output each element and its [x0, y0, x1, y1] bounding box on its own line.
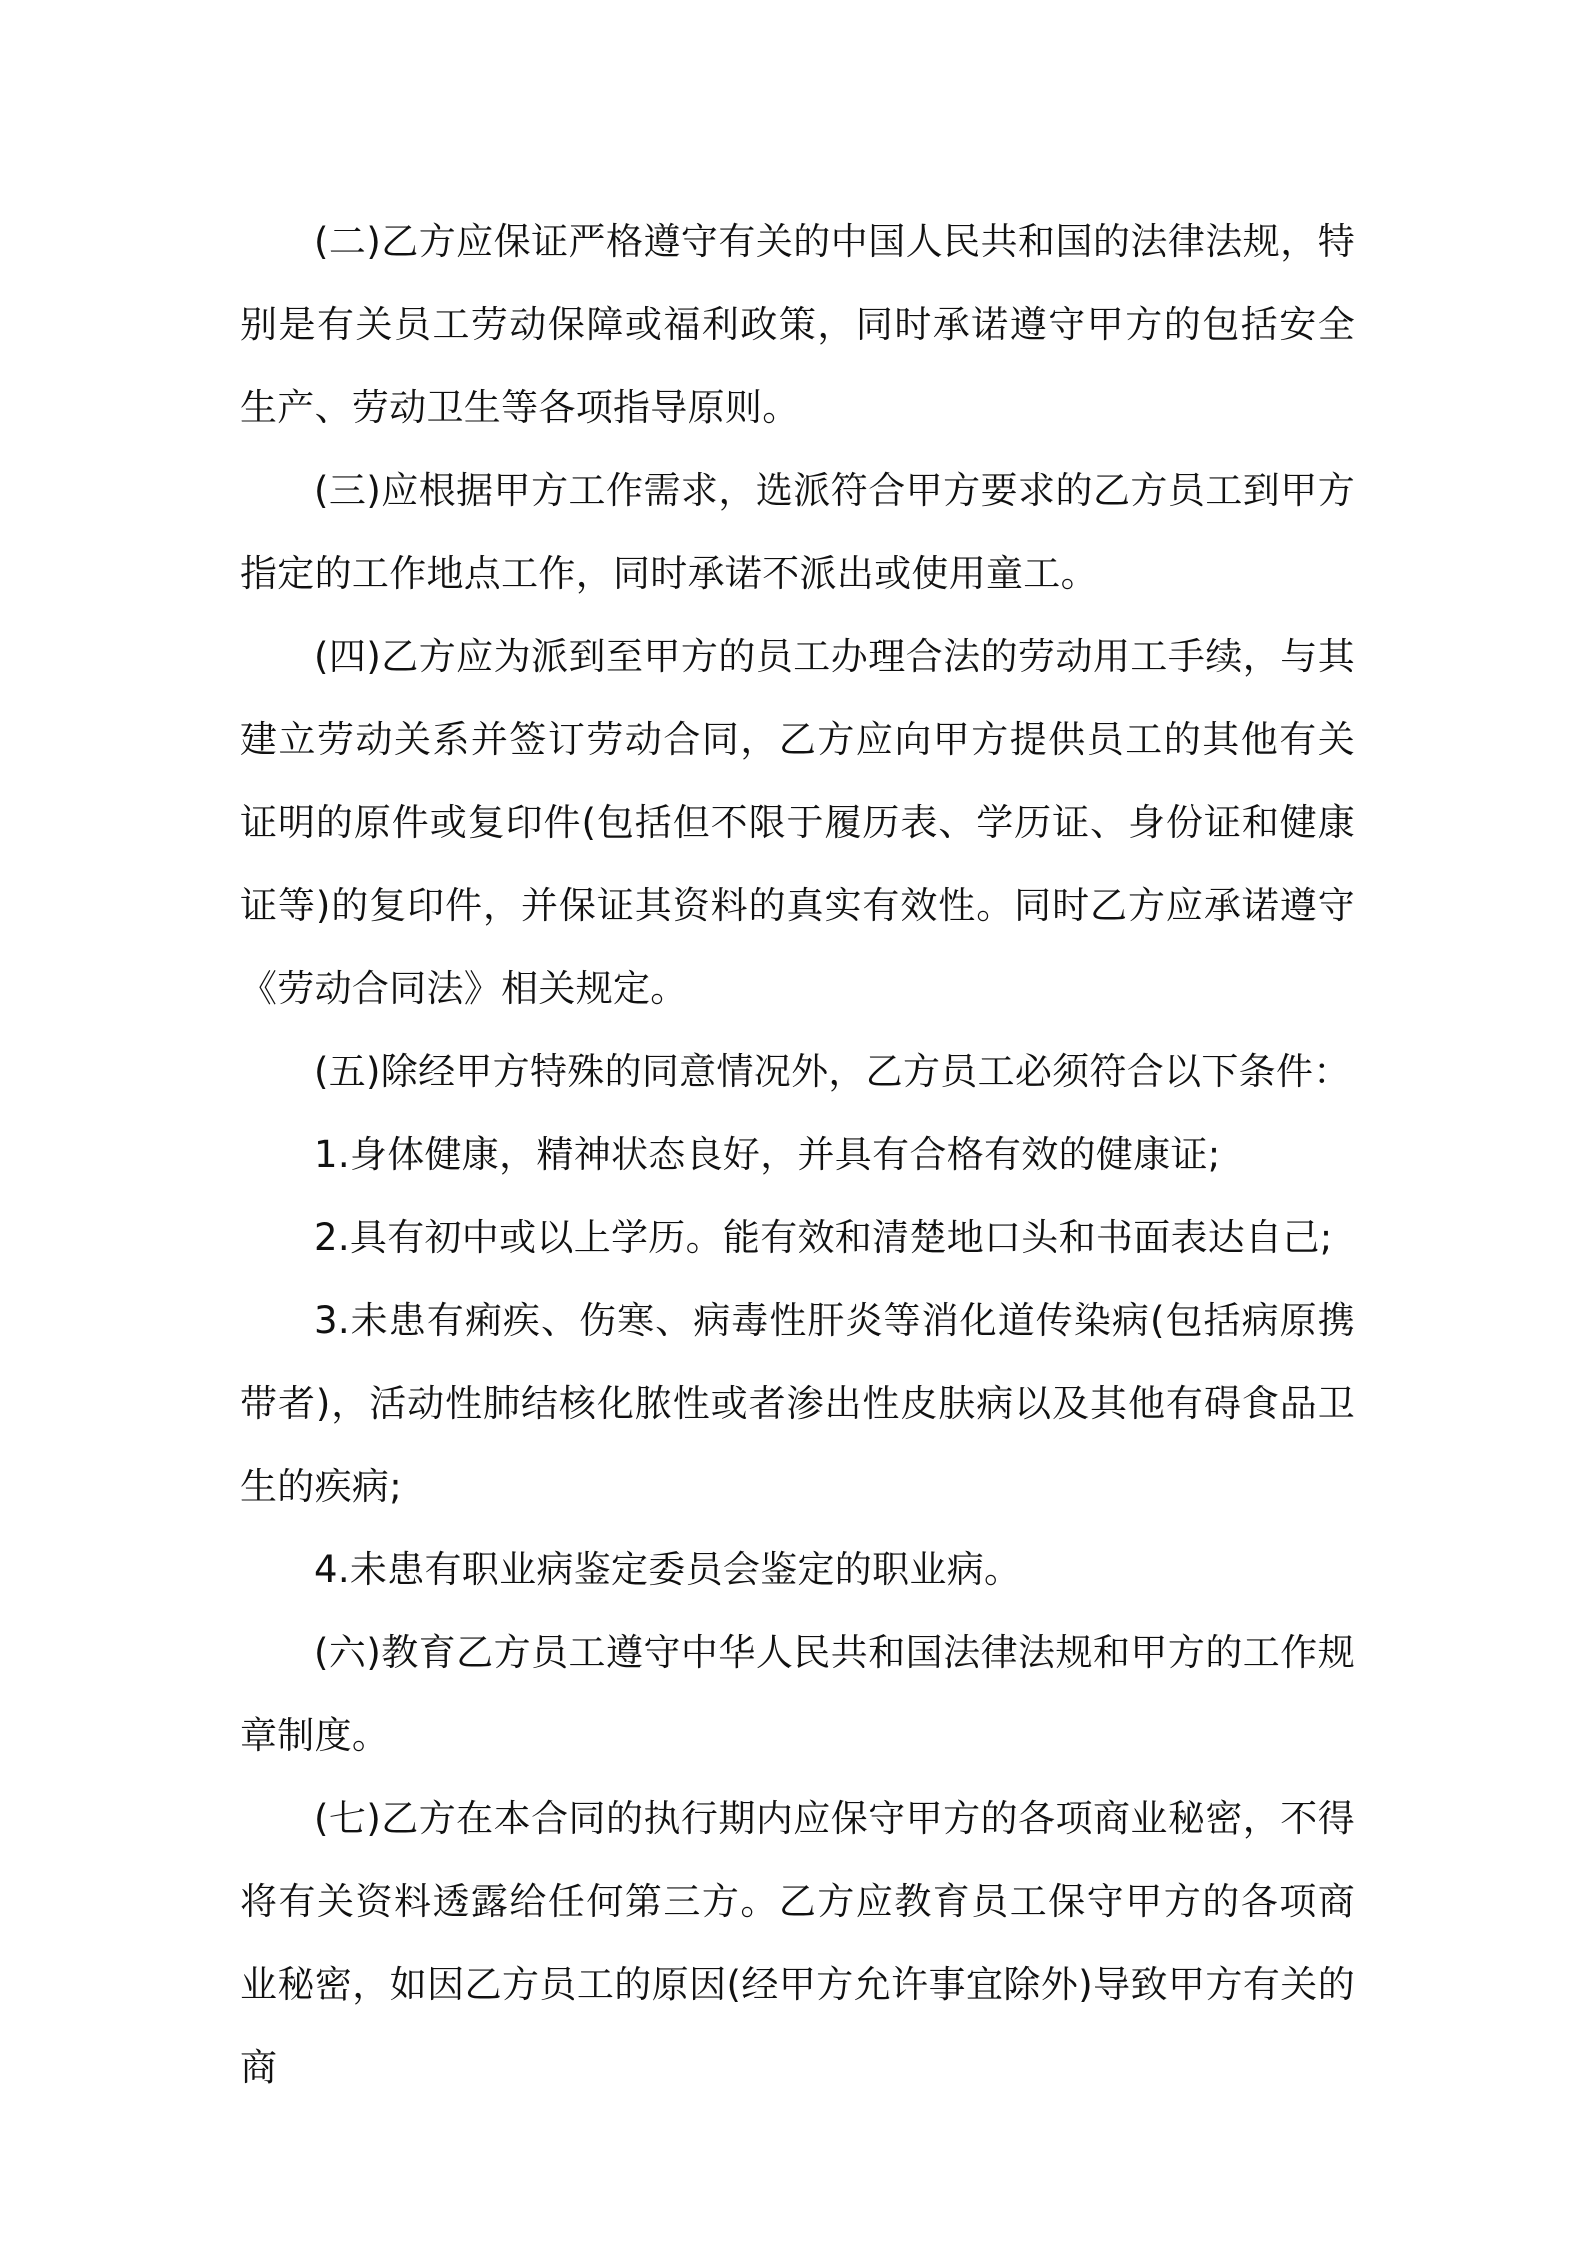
list-item-condition-1: 1.身体健康，精神状态良好，并具有合格有效的健康证; [314, 1133, 1221, 1176]
paragraph-clause-6: (六)教育乙方员工遵守中华人民共和国法律法规和甲方的工作规章制度。 [240, 1631, 1355, 1757]
paragraph-clause-3: (三)应根据甲方工作需求，选派符合甲方要求的乙方员工到甲方指定的工作地点工作，同时承诺不派出或使用童工。 [240, 469, 1355, 595]
list-item-condition-3: 3.未患有痢疾、伤寒、病毒性肝炎等消化道传染病(包括病原携带者)，活动性肺结核化脓性或者渗出性皮肤病以及其他有碍食品卫生的疾病; [240, 1299, 1355, 1508]
list-item-condition-2: 2.具有初中或以上学历。能有效和清楚地口头和书面表达自己; [314, 1216, 1333, 1259]
list-item-condition-4: 4.未患有职业病鉴定委员会鉴定的职业病。 [314, 1548, 1022, 1591]
paragraph-clause-7: (七)乙方在本合同的执行期内应保守甲方的各项商业秘密，不得将有关资料透露给任何第三方。乙方应教育员工保守甲方的各项商业秘密，如因乙方员工的原因(经甲方允许事宜除外)导致甲方有关的商 [240, 1797, 1355, 2089]
paragraph-clause-4: (四)乙方应为派到至甲方的员工办理合法的劳动用工手续，与其建立劳动关系并签订劳动合同，乙方应向甲方提供员工的其他有关证明的原件或复印件(包括但不限于履历表、学历证、身份证和健康证等)的复印件，并保证其资料的真实有效性。同时乙方应承诺遵守《劳动合同法》相关规定。 [240, 635, 1355, 1010]
paragraph-clause-5: (五)除经甲方特殊的同意情况外，乙方员工必须符合以下条件： [314, 1050, 1351, 1093]
document-body [240, 200, 1355, 2109]
paragraph-clause-2: (二)乙方应保证严格遵守有关的中国人民共和国的法律法规，特别是有关员工劳动保障或福利政策，同时承诺遵守甲方的包括安全生产、劳动卫生等各项指导原则。 [240, 220, 1355, 429]
